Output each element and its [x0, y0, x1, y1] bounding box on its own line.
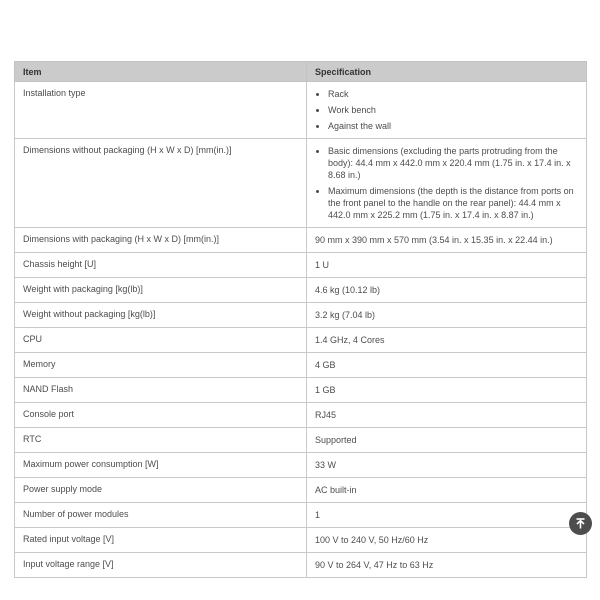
specification-table — [14, 61, 587, 578]
specification-bullet: • Work bench — [328, 104, 578, 116]
item-cell: Maximum power consumption [W] — [15, 453, 307, 478]
specification-cell: 1 — [307, 503, 587, 528]
table-row — [15, 353, 587, 378]
specification-cell — [307, 82, 587, 139]
table-row — [15, 428, 587, 453]
item-cell: Weight with packaging [kg(lb)] — [15, 278, 307, 303]
item-cell: Number of power modules — [15, 503, 307, 528]
table-row — [15, 378, 587, 403]
item-cell: RTC — [15, 428, 307, 453]
item-cell: Input voltage range [V] — [15, 553, 307, 578]
item-cell: Memory — [15, 353, 307, 378]
specification-cell: 4.6 kg (10.12 lb) — [307, 278, 587, 303]
table-row — [15, 328, 587, 353]
specification-cell: 33 W — [307, 453, 587, 478]
column-header-specification: Specification — [307, 62, 587, 82]
table-row — [15, 453, 587, 478]
table-row — [15, 403, 587, 428]
specification-bullet-list — [315, 88, 578, 132]
item-cell: Rated input voltage [V] — [15, 528, 307, 553]
table-row — [15, 278, 587, 303]
specification-cell: 90 V to 264 V, 47 Hz to 63 Hz — [307, 553, 587, 578]
specification-cell: 1.4 GHz, 4 Cores — [307, 328, 587, 353]
item-cell: NAND Flash — [15, 378, 307, 403]
item-cell: Power supply mode — [15, 478, 307, 503]
item-cell: Console port — [15, 403, 307, 428]
table-row — [15, 82, 587, 139]
item-cell: Dimensions with packaging (H x W x D) [mm(in.)] — [15, 228, 307, 253]
specification-bullet: • Rack — [328, 88, 578, 100]
table-row — [15, 139, 587, 228]
table-row — [15, 528, 587, 553]
item-cell: Chassis height [U] — [15, 253, 307, 278]
specification-cell: Supported — [307, 428, 587, 453]
item-cell: Installation type — [15, 82, 307, 139]
item-cell: CPU — [15, 328, 307, 353]
specification-cell: AC built-in — [307, 478, 587, 503]
table-row — [15, 553, 587, 578]
arrow-up-to-top-icon — [574, 517, 587, 530]
specification-cell: 90 mm x 390 mm x 570 mm (3.54 in. x 15.35 in. x 22.44 in.) — [307, 228, 587, 253]
table-header-row — [15, 62, 587, 82]
specification-cell: RJ45 — [307, 403, 587, 428]
specification-cell: 4 GB — [307, 353, 587, 378]
specification-cell: 100 V to 240 V, 50 Hz/60 Hz — [307, 528, 587, 553]
specification-bullet: • Maximum dimensions (the depth is the distance from ports on the front panel to the handle on the rear panel): 44.4 mm x 442.0 mm x 225.2 mm (1.75 in. x 17.4 in. x 8.87 in.) — [328, 185, 578, 221]
specification-bullet: • Against the wall — [328, 120, 578, 132]
table-row — [15, 478, 587, 503]
specification-bullet: • Basic dimensions (excluding the parts protruding from the body): 44.4 mm x 442.0 mm x 220.4 mm (1.75 in. x 17.4 in. x 8.68 in.) — [328, 145, 578, 181]
specification-cell — [307, 139, 587, 228]
specification-cell: 3.2 kg (7.04 lb) — [307, 303, 587, 328]
table-row — [15, 503, 587, 528]
specification-cell: 1 GB — [307, 378, 587, 403]
specification-bullet-list — [315, 145, 578, 221]
table-row — [15, 303, 587, 328]
table-row — [15, 253, 587, 278]
table-row — [15, 228, 587, 253]
item-cell: Weight without packaging [kg(lb)] — [15, 303, 307, 328]
column-header-item: Item — [15, 62, 307, 82]
specification-cell: 1 U — [307, 253, 587, 278]
item-cell: Dimensions without packaging (H x W x D) [mm(in.)] — [15, 139, 307, 228]
back-to-top-button[interactable] — [569, 512, 592, 535]
